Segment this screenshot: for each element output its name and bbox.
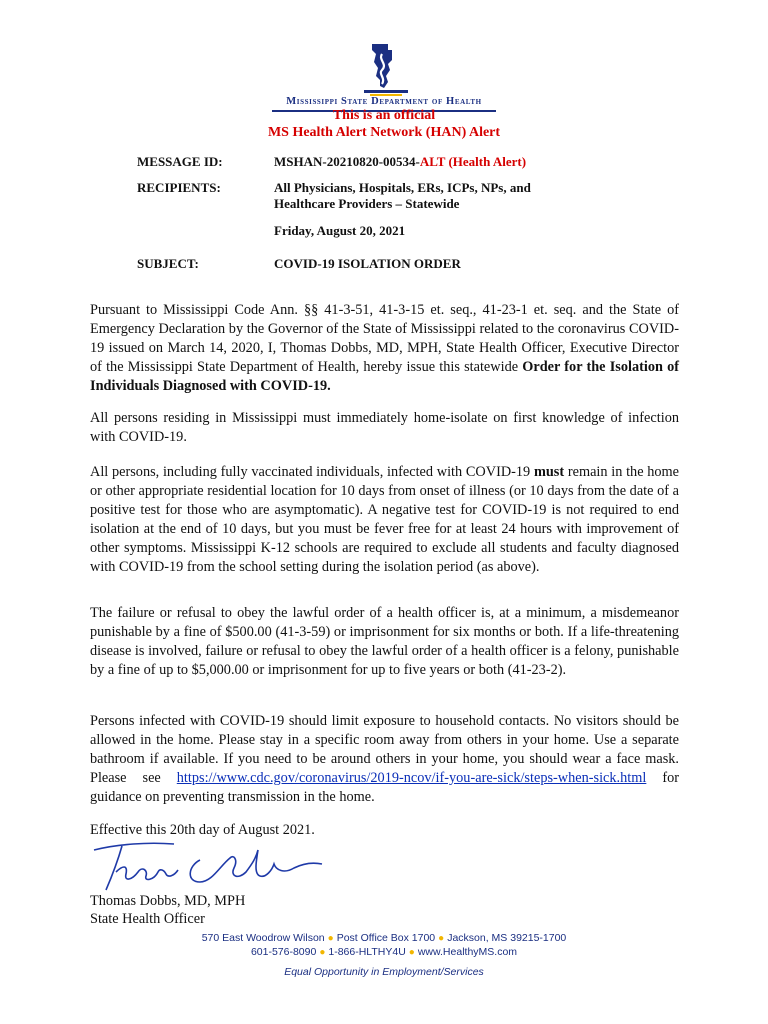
department-name: Mississippi State Department of Health [286, 96, 482, 107]
paragraph-household [90, 712, 679, 807]
message-id-value [274, 154, 614, 170]
paragraph-isolation-duration [90, 463, 679, 577]
signer-title: State Health Officer [90, 911, 205, 927]
footer-city: Jackson, MS 39215-1700 [447, 932, 567, 944]
subject-value: COVID-19 ISOLATION ORDER [274, 256, 461, 271]
recipients-label: RECIPIENTS: [137, 180, 221, 195]
message-id-number: MSHAN-20210820-00534- [274, 154, 420, 169]
bullet-icon: ● [438, 933, 445, 944]
subject-label: SUBJECT: [137, 256, 199, 271]
cdc-guidance-link[interactable]: https://www.cdc.gov/coronavirus/2019-ncov/if-you-are-sick/steps-when-sick.html [176, 770, 647, 786]
footer-address [0, 932, 768, 944]
paragraph-authority-text: Pursuant to Mississippi Code Ann. §§ 41-3-51, 41-3-15 et. seq., 41-23-1 et. seq. and the State of Emergency Declaration by the Governor of the State of Mississippi related to the coronavirus COVID-19 issued on March 14, 2020, I, Thomas Dobbs, MD, MPH, State Health Officer, Executive Director of the Mississippi State Department of Health, hereby issue this statewide [90, 302, 679, 375]
footer-street: 570 East Woodrow Wilson [201, 932, 325, 944]
paragraph-isolation-text-b: remain in the home or other appropriate residential location for 10 days from onset of illness (or 10 days from the date of a positive test for those who are asymptomatic). A negative test for COVID-19 is not required to end isolation at the end of 10 days, but you must be fever free for at least 24 hours with improvement of other symptoms. Mississippi K-12 schools are required to exclude all students and faculty diagnosed with COVID-19 from the school setting during the isolation period (as above). [90, 464, 680, 575]
han-alert-title: MS Health Alert Network (HAN) Alert [267, 125, 501, 140]
effective-date: Effective this 20th day of August 2021. [90, 822, 315, 838]
bullet-icon: ● [408, 947, 415, 958]
bullet-icon: ● [319, 947, 326, 958]
paragraph-household-text-a: Persons infected with COVID-19 should limit exposure to household contacts. No visitors should be allowed in the home. Please stay in a specific room away from others in your home. Use a separate bathroom if available. If you need to be around others in your home, you should wear a face mask. Please see [90, 713, 679, 786]
official-alert-line: This is an official [332, 108, 436, 123]
paragraph-isolation-text-a: All persons, including fully vaccinated individuals, infected with COVID-19 [90, 464, 531, 480]
footer-contact [0, 946, 768, 958]
message-id-label: MESSAGE ID: [137, 154, 223, 169]
footer-po-box: Post Office Box 1700 [336, 932, 436, 944]
recipients-value: All Physicians, Hospitals, ERs, ICPs, NPs, and Healthcare Providers – Statewide [274, 180, 531, 211]
footer-equal-opportunity: Equal Opportunity in Employment/Services [284, 966, 484, 978]
paragraph-home-isolate: All persons residing in Mississippi must immediately home-isolate on first knowledge of infection with COVID-19. [90, 410, 679, 445]
msdh-logo [358, 40, 414, 98]
handwritten-signature [88, 836, 328, 898]
footer-tollfree: 1-866-HLTHY4U [328, 946, 406, 958]
order-title: Order for the Isolation of Individuals Diagnosed with COVID-19. [90, 359, 680, 394]
paragraph-household-text-b: for guidance on preventing transmission in the home. [90, 770, 680, 805]
paragraph-penalties: The failure or refusal to obey the lawful order of a health officer is, at a minimum, a misdemeanor punishable by a fine of $500.00 (41-3-59) or imprisonment for six months or both. If a life-threatening disease is involved, failure or refusal to obey the lawful order of a health officer is a felony, punishable by a fine of up to $5,000.00 or imprisonment for up to five years or both (41-23-2). [90, 605, 679, 678]
alert-date: Friday, August 20, 2021 [274, 223, 406, 238]
footer-phone: 601-576-8090 [250, 946, 317, 958]
must-emphasis: must [533, 464, 565, 480]
paragraph-authority [90, 301, 679, 396]
signer-name: Thomas Dobbs, MD, MPH [90, 893, 246, 909]
bullet-icon: ● [327, 933, 334, 944]
message-id-alt: ALT (Health Alert) [419, 154, 527, 169]
footer-website[interactable]: www.HealthyMS.com [417, 946, 518, 958]
